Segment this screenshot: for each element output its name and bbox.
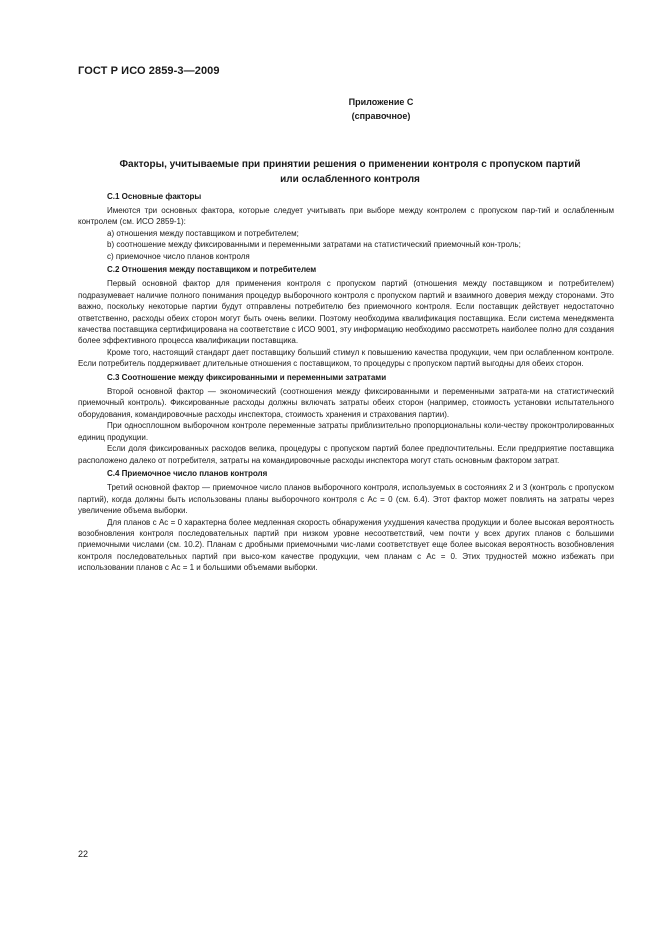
page-number: 22: [78, 849, 89, 859]
paragraph: Если доля фиксированных расходов велика, процедуры с пропуском партий более предпочтительны. Если предприятие поставщика расположено далеко от потребителя, затраты на командировочные расходы инспектора могут стать основным фактором затрат.: [78, 444, 614, 465]
paragraph: Имеются три основных фактора, которые следует учитывать при выборе между контролем с пропуском пар-тий и ослабленным контролем (см. ИСО 2859-1):: [78, 206, 614, 227]
paragraph: Кроме того, настоящий стандарт дает поставщику больший стимул к повышению качества продукции, чем при ослабленном контроле. Если потребитель поддерживает длительные отношения с поставщиком, то процедуры с пропуском партий выгодны для обеих сторон.: [78, 347, 614, 369]
appendix-label: Приложение С: [348, 97, 414, 107]
list-item: с) приемочное число планов контроля: [107, 251, 250, 261]
section-heading-c4: С.4 Приемочное число планов контроля: [107, 469, 268, 479]
page-title-line1: Факторы, учитываемые при принятии решения о применении контроля с пропуском партий: [119, 159, 581, 170]
appendix-type: (справочное): [351, 111, 411, 121]
list-item: b) соотношение между фиксированными и переменными затратами на статистический приемочный кон-троль;: [107, 240, 521, 250]
list-item: а) отношения между поставщиком и потребителем;: [107, 228, 299, 238]
document-body: [78, 191, 614, 574]
paragraph: Первый основной фактор для применения контроля с пропуском партий (отношения между поставщиком и потребителем) подразумевает наличие полного понимания процедур выборочного контроля с пропуском партий и взаимного доверия между сторонами. Это важно, поскольку некоторые партии будут отправлены потребителю без приемочного контроля. Если поставщик действует недостаточно ответственно, расходы обеих сторон могут быть очень велики. Поэтому необходима квалификация поставщика. Если система менеджмента качества поставщика сертифицирована на соответствие с ИСО 9001, эту информацию необходимо рассмотреть наиболее полно для создания более эффективного процесса квалификации поставщика.: [78, 279, 615, 346]
paragraph: Для планов с Ac = 0 характерна более медленная скорость обнаружения ухудшения качества продукции и более высокая вероятность возобновления контроля последовательных партий при низком уровне несоответствий, чем почти у всех других планов с большими приемочными числами (см. 10.2). Планам с дробными приемочными чис-лами соответствует еще более высокая вероятность возобновления контроля последовательных партий при высо-ком качестве продукции, чем планам с Ac = 0. Этих трудностей можно избежать при использовании планов с Ac = 1 и большими объемами выборки.: [78, 517, 614, 573]
section-heading-c2: С.2 Отношения между поставщиком и потребителем: [107, 265, 317, 275]
section-heading-c3: С.3 Соотношение между фиксированными и переменными затратами: [107, 373, 387, 383]
paragraph: Третий основной фактор — приемочное число планов выборочного контроля, используемых в состояниях 2 и 3 (контроль с пропуском партий), когда должны быть использованы планы выборочного контроля с Ac = 0 (см. 6.4). Этот фактор может повлиять на затраты через увеличение объема выборки.: [78, 483, 614, 516]
standard-id-header: ГОСТ Р ИСО 2859-3—2009: [78, 65, 220, 77]
page-title-line2: или ослабленного контроля: [280, 174, 420, 185]
paragraph: Второй основной фактор — экономический (соотношения между фиксированными и переменными затрата-ми на статистический приемочный контроль). Фиксированные расходы должны включать затраты обеих сторон (например, стоимость установки испытательного оборудования, командировочные расходы инспектора, стоимость хранения и страхования партии).: [78, 387, 614, 419]
appendix-heading: [240, 95, 522, 123]
paragraph: При односплошном выборочном контроле переменные затраты приблизительно пропорциональны коли-честву проконтролированных единиц продукции.: [78, 421, 614, 442]
section-heading-c1: С.1 Основные факторы: [107, 192, 202, 201]
page-title: [78, 157, 622, 187]
